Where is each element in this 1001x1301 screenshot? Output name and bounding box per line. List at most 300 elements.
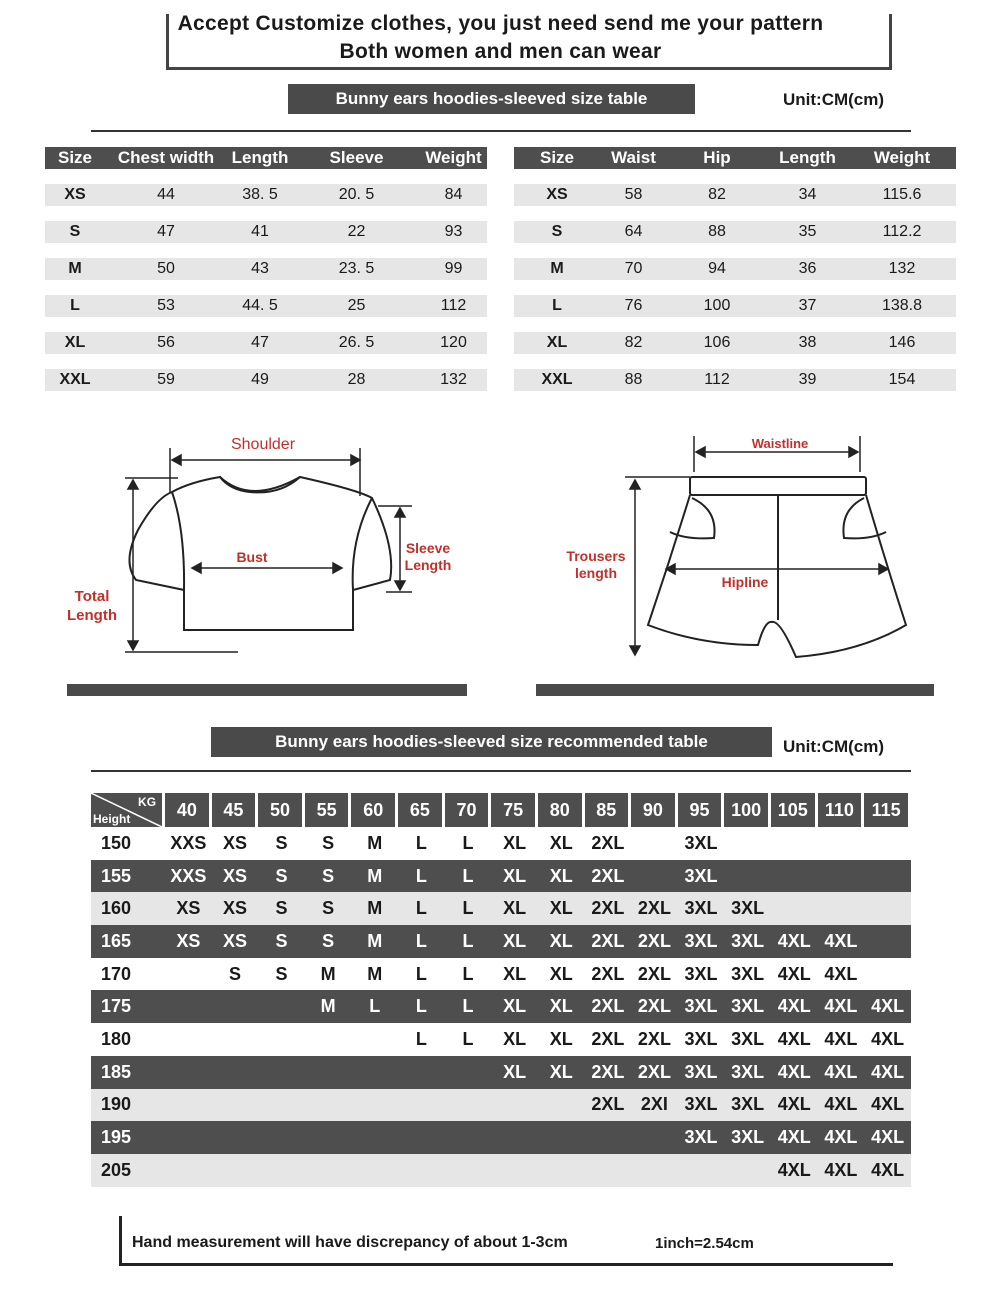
recommend-row — [91, 1056, 911, 1089]
size-cell: L — [445, 860, 492, 893]
size-cell: L — [398, 827, 445, 860]
corner-kg-label: KG — [138, 795, 157, 809]
recommend-table-header — [91, 793, 911, 827]
top-size-row — [45, 184, 487, 206]
top-size-row — [45, 295, 487, 317]
size-cell: XL — [538, 925, 585, 958]
height-cell: 150 — [91, 827, 165, 860]
row-gap-cell — [45, 280, 487, 295]
kg-header: 60 — [351, 793, 398, 827]
recommend-row — [91, 1089, 911, 1122]
recommend-rule — [91, 770, 911, 772]
size-cell: 4XL — [818, 1056, 865, 1089]
pants-size-cell: 58 — [600, 184, 667, 206]
size-cell: XS — [212, 860, 259, 893]
pants-size-cell: 35 — [767, 221, 848, 243]
size-cell: XL — [538, 958, 585, 991]
size-cell — [305, 1023, 352, 1056]
size-cell: 4XL — [818, 958, 865, 991]
size-cell: 2XL — [585, 1089, 632, 1122]
recommend-row — [91, 860, 911, 893]
row-gap — [45, 169, 487, 184]
size-cell — [165, 1023, 212, 1056]
size-cell: XL — [491, 827, 538, 860]
top-size-cell: XS — [45, 184, 105, 206]
size-cell — [631, 860, 678, 893]
pants-size-cell: 36 — [767, 258, 848, 280]
size-cell: 3XL — [678, 860, 725, 893]
size-cell — [165, 1056, 212, 1089]
size-cell — [864, 958, 911, 991]
size-cell: 3XL — [678, 1056, 725, 1089]
shirt-collar — [220, 477, 300, 491]
size-cell: 3XL — [724, 1089, 771, 1122]
size-cell: XL — [491, 1056, 538, 1089]
top-size-cell: 22 — [293, 221, 420, 243]
size-cell: 4XL — [864, 1089, 911, 1122]
row-gap — [514, 206, 956, 221]
size-cell: S — [258, 958, 305, 991]
pants-size-cell: 39 — [767, 369, 848, 391]
size-cell — [258, 1056, 305, 1089]
size-cell: 2XI — [631, 1089, 678, 1122]
kg-header: 75 — [491, 793, 538, 827]
size-cell: L — [445, 958, 492, 991]
top-size-row — [45, 332, 487, 354]
size-cell: S — [305, 827, 352, 860]
top-size-cell: 53 — [105, 295, 227, 317]
size-cell — [445, 1089, 492, 1122]
size-cell: XL — [491, 925, 538, 958]
pants-size-cell: 70 — [600, 258, 667, 280]
size-cell — [398, 1154, 445, 1187]
top-size-cell: XXL — [45, 369, 105, 391]
size-cell — [538, 1121, 585, 1154]
size-cell: XXS — [165, 860, 212, 893]
top-size-cell: 38. 5 — [227, 184, 293, 206]
size-cell — [818, 860, 865, 893]
pants-size-cell: S — [514, 221, 600, 243]
row-gap — [514, 354, 956, 369]
size-cell: S — [305, 925, 352, 958]
size-cell: 3XL — [678, 1089, 725, 1122]
kg-header: 50 — [258, 793, 305, 827]
header-line-1: Accept Customize clothes, you just need send me your pattern — [177, 12, 824, 35]
size-cell — [445, 1154, 492, 1187]
recommend-row — [91, 1154, 911, 1187]
size-cell: 3XL — [678, 892, 725, 925]
size-cell — [305, 1121, 352, 1154]
pants-size-table — [514, 147, 956, 391]
size-cell: M — [351, 892, 398, 925]
size-cell: 2XL — [631, 958, 678, 991]
size-cell: L — [445, 892, 492, 925]
pants-size-cell: 37 — [767, 295, 848, 317]
corner-height-label: Height — [93, 812, 131, 826]
size-cell: 3XL — [724, 892, 771, 925]
top-size-table-header — [45, 147, 487, 169]
size-cell — [398, 1056, 445, 1089]
size-cell: L — [398, 958, 445, 991]
size-cell — [305, 1056, 352, 1089]
height-cell: 160 — [91, 892, 165, 925]
size-cell: M — [351, 958, 398, 991]
pants-size-cell: 82 — [600, 332, 667, 354]
height-cell: 185 — [91, 1056, 165, 1089]
pants-size-cell: 112.2 — [848, 221, 956, 243]
recommend-row — [91, 1023, 911, 1056]
diagram-bar-right — [536, 684, 934, 696]
size-cell: 2XL — [585, 1023, 632, 1056]
size-cell: L — [351, 990, 398, 1023]
pants-size-cell: 115.6 — [848, 184, 956, 206]
size-cell: 3XL — [724, 1121, 771, 1154]
size-cell — [212, 990, 259, 1023]
size-cell — [445, 1121, 492, 1154]
size-cell: XL — [538, 990, 585, 1023]
size-cell: XL — [491, 1023, 538, 1056]
size-cell: 2XL — [585, 860, 632, 893]
bust-label: Bust — [236, 549, 268, 565]
height-cell: 195 — [91, 1121, 165, 1154]
pants-size-cell: 64 — [600, 221, 667, 243]
size-cell: M — [351, 827, 398, 860]
kg-header: 90 — [631, 793, 678, 827]
size-cell — [864, 892, 911, 925]
size-cell — [165, 1089, 212, 1122]
row-gap-cell — [514, 280, 956, 295]
pants-size-cell: 138.8 — [848, 295, 956, 317]
size-cell: 3XL — [678, 958, 725, 991]
recommend-table-title: Bunny ears hoodies-sleeved size recommended table — [211, 727, 772, 757]
kg-header: 100 — [724, 793, 771, 827]
kg-header: 115 — [864, 793, 911, 827]
pants-size-row — [514, 221, 956, 243]
size-cell: 2XL — [631, 1023, 678, 1056]
pants-size-cell: L — [514, 295, 600, 317]
row-gap-cell — [514, 354, 956, 369]
kg-header: 45 — [212, 793, 259, 827]
size-cell — [864, 860, 911, 893]
size-cell: 4XL — [818, 1023, 865, 1056]
size-cell — [864, 827, 911, 860]
size-cell — [538, 1089, 585, 1122]
size-cell: M — [305, 990, 352, 1023]
size-cell: 3XL — [724, 925, 771, 958]
size-cell — [864, 925, 911, 958]
row-gap-cell — [45, 354, 487, 369]
pants-size-cell: 112 — [667, 369, 767, 391]
size-cell: XL — [538, 860, 585, 893]
size-cell — [724, 1154, 771, 1187]
row-gap — [514, 243, 956, 258]
kg-header: 110 — [818, 793, 865, 827]
size-cell: XS — [165, 925, 212, 958]
recommend-row — [91, 827, 911, 860]
size-cell — [351, 1023, 398, 1056]
size-cell: S — [258, 860, 305, 893]
size-cell: XXS — [165, 827, 212, 860]
size-cell: 4XL — [818, 1089, 865, 1122]
pants-size-cell: XXL — [514, 369, 600, 391]
height-cell: 205 — [91, 1154, 165, 1187]
size-cell — [258, 990, 305, 1023]
size-cell: 2XL — [585, 958, 632, 991]
recommend-table-unit: Unit:CM(cm) — [783, 737, 885, 756]
waistline-label: Waistline — [751, 436, 809, 451]
size-cell: XS — [212, 925, 259, 958]
pants-size-row — [514, 258, 956, 280]
row-gap-cell — [514, 317, 956, 332]
size-cell: 2XL — [585, 925, 632, 958]
pants-size-cell: 100 — [667, 295, 767, 317]
size-cell: XL — [491, 990, 538, 1023]
size-cell: 4XL — [864, 1121, 911, 1154]
top-size-row — [45, 258, 487, 280]
top-size-table — [45, 147, 487, 391]
pants-size-row — [514, 184, 956, 206]
top-size-cell: S — [45, 221, 105, 243]
size-cell — [398, 1121, 445, 1154]
height-cell: 180 — [91, 1023, 165, 1056]
size-cell — [258, 1089, 305, 1122]
top-size-cell: 26. 5 — [293, 332, 420, 354]
height-cell: 170 — [91, 958, 165, 991]
height-cell: 175 — [91, 990, 165, 1023]
size-cell — [631, 1121, 678, 1154]
pants-size-cell: 88 — [600, 369, 667, 391]
size-cell: S — [212, 958, 259, 991]
size-cell: 2XL — [585, 892, 632, 925]
size-cell: 4XL — [771, 1023, 818, 1056]
size-cell: L — [445, 990, 492, 1023]
size-cell: S — [258, 925, 305, 958]
size-cell — [678, 1154, 725, 1187]
size-cell — [212, 1023, 259, 1056]
kg-header: 95 — [678, 793, 725, 827]
size-cell: 4XL — [818, 1121, 865, 1154]
sleeve-length-label: Sleeve Length — [404, 540, 452, 573]
top-size-cell: L — [45, 295, 105, 317]
left-pocket — [670, 498, 715, 538]
size-cell: XL — [538, 827, 585, 860]
pants-size-cell: 146 — [848, 332, 956, 354]
size-cell — [305, 1154, 352, 1187]
row-gap — [45, 354, 487, 369]
top-size-cell: 56 — [105, 332, 227, 354]
size-cell — [491, 1154, 538, 1187]
kg-header: 70 — [445, 793, 492, 827]
row-gap-cell — [514, 243, 956, 258]
pants-size-cell: 94 — [667, 258, 767, 280]
size-cell — [771, 827, 818, 860]
footer-note: Hand measurement will have discrepancy of about 1-3cm — [132, 1234, 568, 1251]
top-size-cell: 112 — [420, 295, 487, 317]
size-cell: 2XL — [631, 1056, 678, 1089]
size-cell: L — [398, 1023, 445, 1056]
pants-size-table-header — [514, 147, 956, 169]
trousers-length-label: Trousers length — [566, 548, 626, 581]
size-cell — [258, 1023, 305, 1056]
size-cell: 4XL — [818, 1154, 865, 1187]
size-cell: 4XL — [771, 1121, 818, 1154]
pants-size-cell: 154 — [848, 369, 956, 391]
size-cell: 3XL — [678, 990, 725, 1023]
size-cell — [398, 1089, 445, 1122]
size-cell: 3XL — [678, 827, 725, 860]
pants-size-row — [514, 295, 956, 317]
pants-size-cell: 132 — [848, 258, 956, 280]
top-size-cell: 20. 5 — [293, 184, 420, 206]
size-cell: 4XL — [818, 990, 865, 1023]
size-cell: 4XL — [771, 1089, 818, 1122]
top-size-cell: M — [45, 258, 105, 280]
height-cell: 155 — [91, 860, 165, 893]
size-cell — [212, 1056, 259, 1089]
row-gap — [514, 169, 956, 184]
top-size-cell: 47 — [105, 221, 227, 243]
footer-conversion: 1inch=2.54cm — [655, 1235, 754, 1252]
row-gap-cell — [45, 317, 487, 332]
top-size-cell: 43 — [227, 258, 293, 280]
row-gap — [45, 317, 487, 332]
size-cell — [631, 1154, 678, 1187]
hipline-label: Hipline — [721, 574, 769, 590]
size-cell — [491, 1089, 538, 1122]
size-cell: 4XL — [864, 1023, 911, 1056]
pants-size-row — [514, 369, 956, 391]
size-cell: 3XL — [678, 925, 725, 958]
size-cell: 4XL — [864, 1154, 911, 1187]
size-cell: S — [305, 892, 352, 925]
top-size-cell: 28 — [293, 369, 420, 391]
size-cell — [165, 1121, 212, 1154]
size-cell — [491, 1121, 538, 1154]
size-cell: 2XL — [585, 827, 632, 860]
size-cell — [351, 1056, 398, 1089]
size-cell — [258, 1121, 305, 1154]
top-size-cell: 59 — [105, 369, 227, 391]
size-cell: 3XL — [724, 1023, 771, 1056]
pants-size-col-header: Weight — [848, 147, 956, 169]
size-cell — [445, 1056, 492, 1089]
corner-header — [91, 793, 165, 827]
size-cell: 3XL — [724, 990, 771, 1023]
top-size-cell: 44 — [105, 184, 227, 206]
size-cell: XS — [212, 892, 259, 925]
top-size-col-header: Length — [227, 147, 293, 169]
top-size-row — [45, 221, 487, 243]
size-cell — [631, 827, 678, 860]
size-cell: S — [258, 892, 305, 925]
pants-size-cell: 82 — [667, 184, 767, 206]
size-cell: L — [398, 860, 445, 893]
size-cell: L — [445, 925, 492, 958]
shorts-waistband — [690, 477, 866, 495]
height-cell: 165 — [91, 925, 165, 958]
recommend-row — [91, 958, 911, 991]
size-cell: XL — [491, 860, 538, 893]
pants-size-cell: 38 — [767, 332, 848, 354]
row-gap — [45, 206, 487, 221]
pants-size-cell: 76 — [600, 295, 667, 317]
row-gap — [45, 280, 487, 295]
pants-size-cell: 34 — [767, 184, 848, 206]
size-cell — [771, 892, 818, 925]
size-cell — [771, 860, 818, 893]
size-cell: XS — [212, 827, 259, 860]
recommend-row — [91, 925, 911, 958]
size-cell: 4XL — [771, 925, 818, 958]
pants-size-cell: XL — [514, 332, 600, 354]
pants-size-col-header: Length — [767, 147, 848, 169]
title-rule — [91, 130, 911, 132]
top-size-cell: 23. 5 — [293, 258, 420, 280]
shoulder-label: Shoulder — [230, 436, 296, 453]
size-cell: S — [305, 860, 352, 893]
top-size-cell: 120 — [420, 332, 487, 354]
size-cell: 4XL — [864, 1056, 911, 1089]
size-cell: M — [305, 958, 352, 991]
size-cell: 2XL — [631, 925, 678, 958]
size-cell: L — [398, 925, 445, 958]
size-cell: XL — [538, 1023, 585, 1056]
size-cell: XL — [491, 958, 538, 991]
row-gap — [45, 243, 487, 258]
size-cell: XL — [538, 892, 585, 925]
size-cell — [212, 1089, 259, 1122]
size-table-title: Bunny ears hoodies-sleeved size table — [288, 84, 695, 114]
pants-size-col-header: Hip — [667, 147, 767, 169]
size-cell: 4XL — [818, 925, 865, 958]
top-size-col-header: Sleeve — [293, 147, 420, 169]
size-cell — [818, 827, 865, 860]
size-cell — [585, 1121, 632, 1154]
top-size-cell: 49 — [227, 369, 293, 391]
top-size-cell: XL — [45, 332, 105, 354]
size-cell: XL — [491, 892, 538, 925]
top-size-col-header: Size — [45, 147, 105, 169]
header-line-2: Both women and men can wear — [339, 40, 662, 63]
size-cell — [585, 1154, 632, 1187]
row-gap — [514, 317, 956, 332]
size-cell: 4XL — [864, 990, 911, 1023]
top-size-cell: 50 — [105, 258, 227, 280]
size-cell — [818, 892, 865, 925]
shirt-left-seam — [172, 492, 184, 590]
size-cell: XL — [538, 1056, 585, 1089]
size-cell: 4XL — [771, 1056, 818, 1089]
size-cell — [724, 827, 771, 860]
size-cell: XS — [165, 892, 212, 925]
size-cell — [165, 1154, 212, 1187]
size-cell: 3XL — [678, 1023, 725, 1056]
size-cell — [351, 1121, 398, 1154]
top-size-cell: 99 — [420, 258, 487, 280]
pants-size-row — [514, 332, 956, 354]
top-size-row — [45, 369, 487, 391]
pants-size-cell: 88 — [667, 221, 767, 243]
pants-size-col-header: Size — [514, 147, 600, 169]
pants-size-col-header: Waist — [600, 147, 667, 169]
top-size-col-header: Chest width — [105, 147, 227, 169]
row-gap — [514, 280, 956, 295]
size-cell — [258, 1154, 305, 1187]
kg-header: 80 — [538, 793, 585, 827]
size-cell: 2XL — [585, 990, 632, 1023]
size-cell: 2XL — [631, 892, 678, 925]
size-cell — [212, 1154, 259, 1187]
